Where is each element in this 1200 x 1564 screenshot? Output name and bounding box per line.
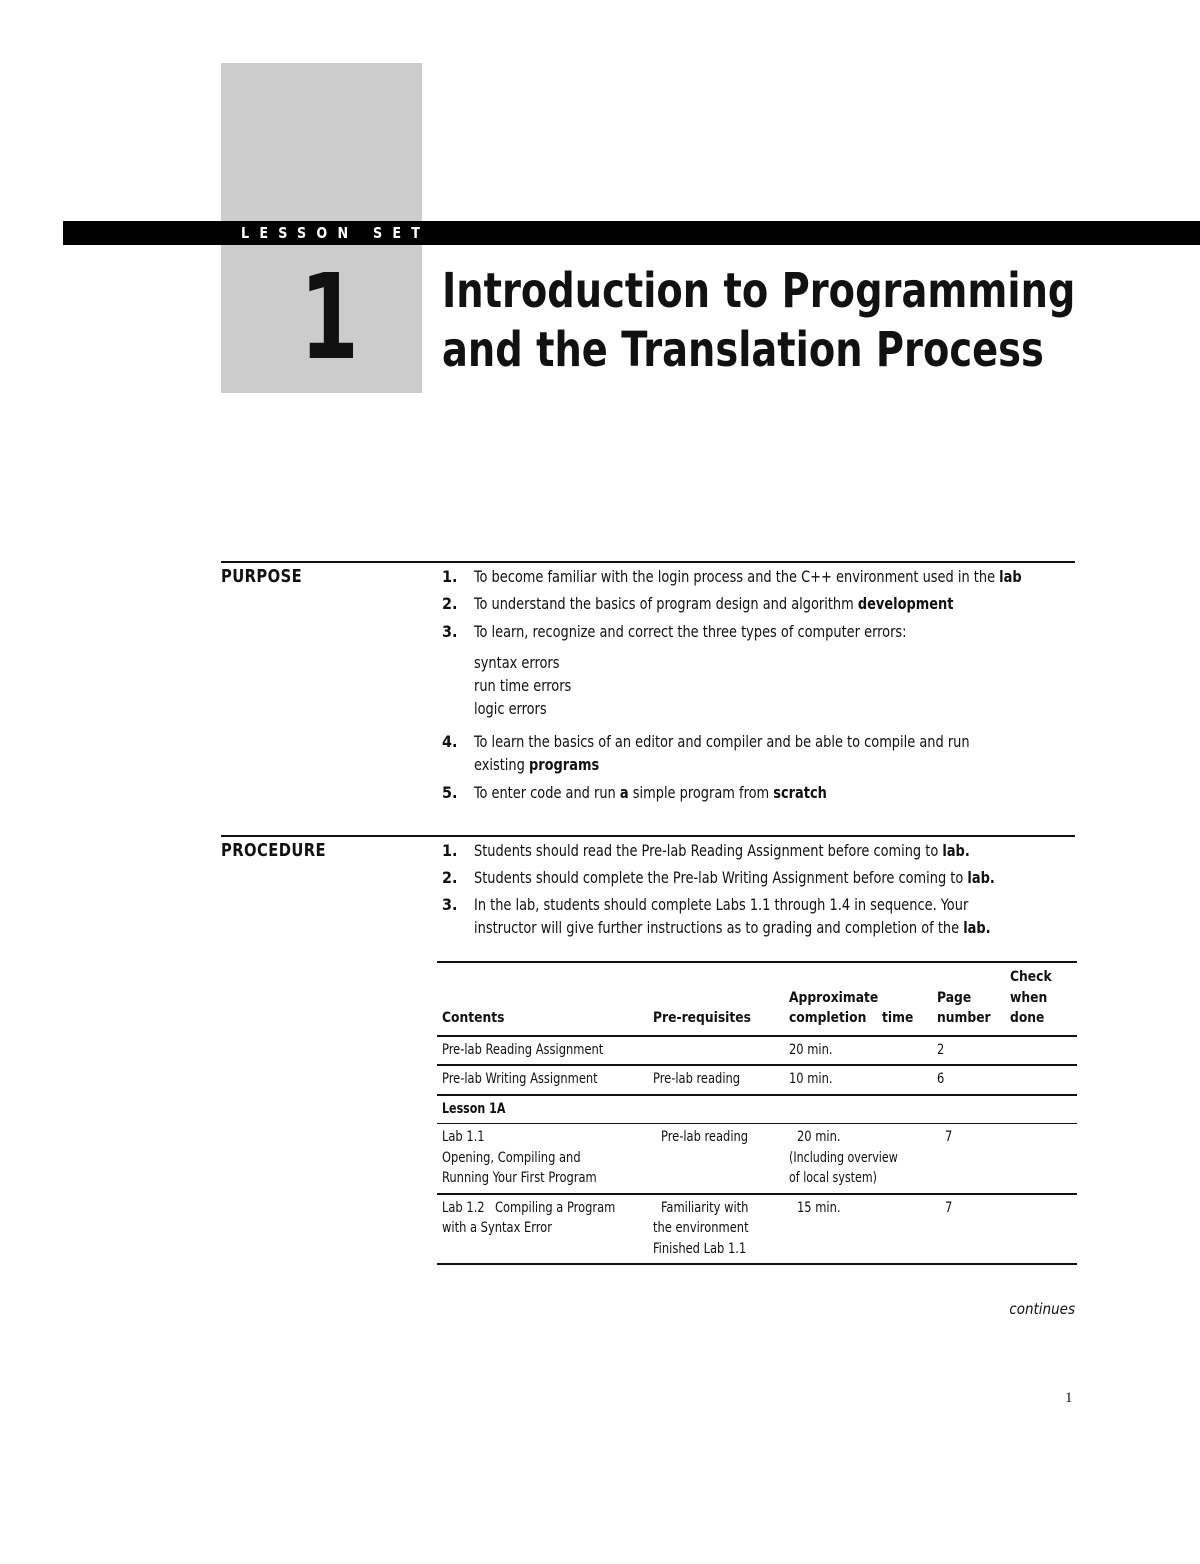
- continues-note: continues: [1009, 1300, 1075, 1318]
- table-header-row: [437, 962, 1077, 1036]
- error-type: run time errors: [474, 676, 572, 695]
- cell-time: 10 min.: [784, 1065, 932, 1095]
- cell-page: 6: [932, 1065, 1005, 1095]
- table-row: [437, 1065, 1077, 1095]
- cell-page: 7: [932, 1194, 1005, 1265]
- cell-check: [1005, 1124, 1077, 1194]
- error-type: syntax errors: [474, 653, 560, 672]
- cell-page: 2: [932, 1036, 1005, 1066]
- purpose-item-2: 2. To understand the basics of program design and algorithm development: [442, 594, 954, 613]
- purpose-label: PURPOSE: [221, 566, 303, 587]
- header-page-number: Page number: [932, 962, 1005, 1036]
- chapter-title-line-1: Introduction to Programming: [442, 263, 1076, 319]
- page-number: 1: [1065, 1390, 1073, 1406]
- cell-check: [1005, 1036, 1077, 1066]
- lesson-row: [437, 1095, 1077, 1124]
- table-row: [437, 1124, 1077, 1194]
- purpose-item-4: 4. To learn the basics of an editor and compiler and be able to compile and run existing programs: [442, 732, 970, 774]
- procedure-item-2: 2. Students should complete the Pre-lab Writing Assignment before coming to lab.: [442, 868, 995, 887]
- cell-prerequisites: Pre-lab reading: [648, 1065, 784, 1095]
- lesson-set-banner: [63, 221, 1200, 245]
- procedure-label: PROCEDURE: [221, 840, 327, 861]
- cell-contents: Lab 1.2 Compiling a Program with a Syntax Error: [437, 1194, 648, 1265]
- cell-time: 20 min. (Including overview of local system): [784, 1124, 932, 1194]
- chapter-title-line-2: and the Translation Process: [442, 322, 1044, 378]
- cell-prerequisites: Pre-lab reading: [648, 1124, 784, 1194]
- purpose-list: [442, 565, 1082, 804]
- purpose-item-5: 5. To enter code and run a simple program from scratch: [442, 783, 827, 802]
- lesson-set-label: LESSON SET: [241, 224, 431, 242]
- cell-page: 7: [932, 1124, 1005, 1194]
- header-time: Approximate completion time: [784, 962, 932, 1036]
- purpose-item-3: 3. To learn, recognize and correct the three types of computer errors: syntax errors run time errors logic errors: [442, 620, 1082, 720]
- header-prerequisites: Pre-requisites: [648, 962, 784, 1036]
- cell-prerequisites: [648, 1036, 784, 1066]
- header-contents: Contents: [437, 962, 648, 1036]
- table-row: [437, 1194, 1077, 1265]
- cell-check: [1005, 1065, 1077, 1095]
- cell-contents: Pre-lab Writing Assignment: [437, 1065, 648, 1095]
- cell-prerequisites: Familiarity with the environment Finished Lab 1.1: [648, 1194, 784, 1265]
- chapter-number: 1: [299, 248, 359, 386]
- cell-check: [1005, 1194, 1077, 1265]
- cell-contents: Lab 1.1 Opening, Compiling and Running Your First Program: [437, 1124, 648, 1194]
- procedure-item-1: 1. Students should read the Pre-lab Reading Assignment before coming to lab.: [442, 841, 970, 860]
- error-type: logic errors: [474, 699, 547, 718]
- purpose-rule: [221, 561, 1075, 563]
- cell-time: 15 min.: [784, 1194, 932, 1265]
- error-types-list: [474, 651, 1082, 720]
- table-row: [437, 1036, 1077, 1066]
- procedure-item-3: 3. In the lab, students should complete Labs 1.1 through 1.4 in sequence. Your instructor will give further instructions as to grading and completion of the lab.: [442, 895, 991, 937]
- lab-contents-table: [437, 961, 1077, 1265]
- procedure-list: [442, 839, 1082, 939]
- chapter-title: [442, 262, 1075, 380]
- header-check: Check when done: [1005, 962, 1077, 1036]
- purpose-item-1: 1. To become familiar with the login process and the C++ environment used in the lab: [442, 567, 1022, 586]
- procedure-rule: [221, 835, 1075, 837]
- cell-contents: Pre-lab Reading Assignment: [437, 1036, 648, 1066]
- lesson-label: Lesson 1A: [437, 1095, 1077, 1124]
- cell-time: 20 min.: [784, 1036, 932, 1066]
